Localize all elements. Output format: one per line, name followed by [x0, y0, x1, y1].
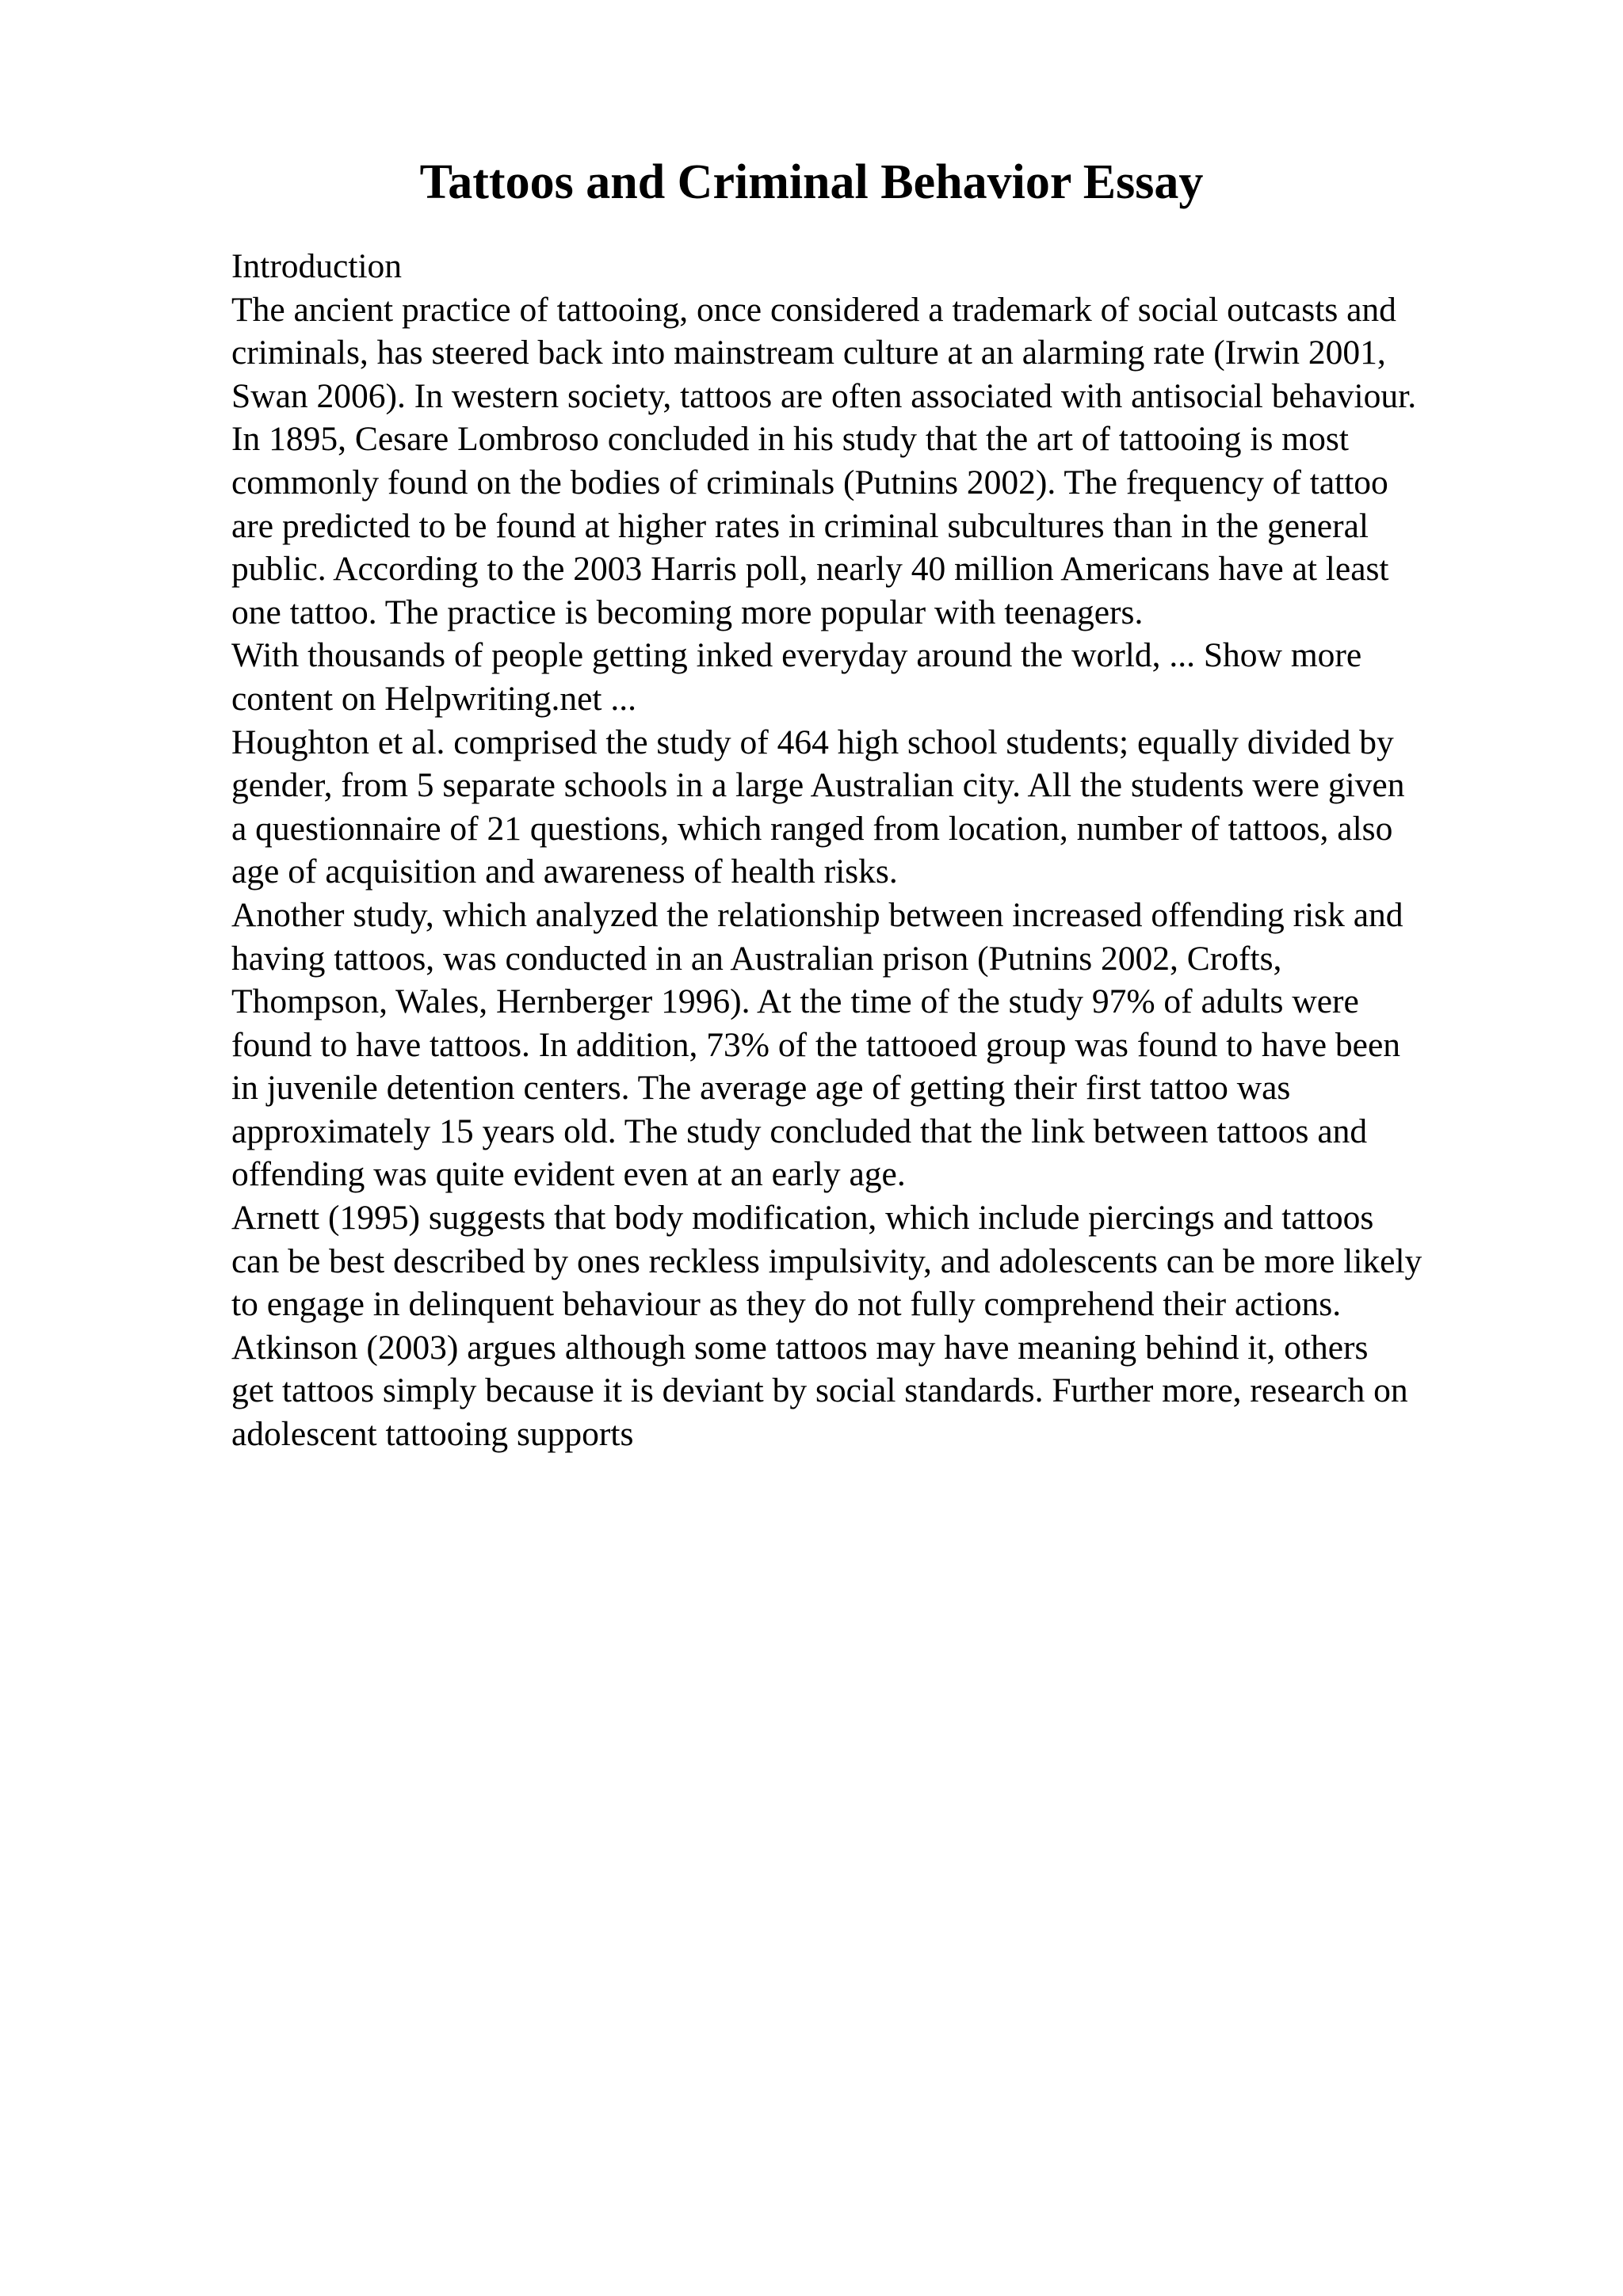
- text-line: to engage in delinquent behaviour as they do not fully comprehend their actions.: [231, 1285, 1342, 1324]
- text-line: found to have tattoos. In addition, 73% of the tattooed group was found to have been: [231, 1025, 1401, 1064]
- text-line: adolescent tattooing supports: [231, 1415, 634, 1454]
- text-line: age of acquisition and awareness of health risks.: [231, 852, 898, 891]
- text-line: are predicted to be found at higher rates in criminal subcultures than in the general: [231, 506, 1369, 545]
- text-line: Another study, which analyzed the relationship between increased offending risk and: [231, 895, 1403, 934]
- text-line: a questionnaire of 21 questions, which ranged from location, number of tattoos, also: [231, 809, 1393, 848]
- text-line: Swan 2006). In western society, tattoos are often associated with antisocial behaviour.: [231, 376, 1417, 415]
- text-line: Atkinson (2003) argues although some tattoos may have meaning behind it, others: [231, 1328, 1369, 1367]
- text-line: Thompson, Wales, Hernberger 1996). At the time of the study 97% of adults were: [231, 982, 1359, 1021]
- text-line: The ancient practice of tattooing, once considered a trademark of social outcasts and: [231, 290, 1396, 329]
- text-line: content on Helpwriting.net ...: [231, 679, 637, 718]
- text-line: can be best described by ones reckless impulsivity, and adolescents can be more likely: [231, 1241, 1423, 1280]
- text-line: one tattoo. The practice is becoming more popular with teenagers.: [231, 593, 1144, 631]
- text-line: commonly found on the bodies of criminals (Putnins 2002). The frequency of tattoo: [231, 463, 1388, 502]
- text-line: get tattoos simply because it is deviant by social standards. Further more, research on: [231, 1371, 1408, 1410]
- text-line: approximately 15 years old. The study concluded that the link between tattoos and: [231, 1112, 1368, 1150]
- essay-body: [231, 245, 1594, 1456]
- text-line: offending was quite evident even at an early age.: [231, 1155, 906, 1194]
- text-line: public. According to the 2003 Harris poll, nearly 40 million Americans have at least: [231, 550, 1389, 589]
- text-line: In 1895, Cesare Lombroso concluded in his study that the art of tattooing is most: [231, 420, 1349, 459]
- text-line: gender, from 5 separate schools in a large Australian city. All the students were given: [231, 766, 1405, 805]
- text-line: having tattoos, was conducted in an Australian prison (Putnins 2002, Crofts,: [231, 939, 1282, 978]
- text-line: With thousands of people getting inked everyday around the world, ... Show more: [231, 636, 1362, 675]
- text-line: in juvenile detention centers. The average age of getting their first tattoo was: [231, 1069, 1291, 1108]
- text-line: criminals, has steered back into mainstream culture at an alarming rate (Irwin 2001,: [231, 334, 1386, 372]
- text-line: Arnett (1995) suggests that body modification, which include piercings and tattoos: [231, 1199, 1374, 1238]
- page-title: Tattoos and Criminal Behavior Essay: [419, 155, 1204, 209]
- text-line: Houghton et al. comprised the study of 464 high school students; equally divided by: [231, 723, 1394, 761]
- section-heading-introduction: Introduction: [231, 247, 403, 285]
